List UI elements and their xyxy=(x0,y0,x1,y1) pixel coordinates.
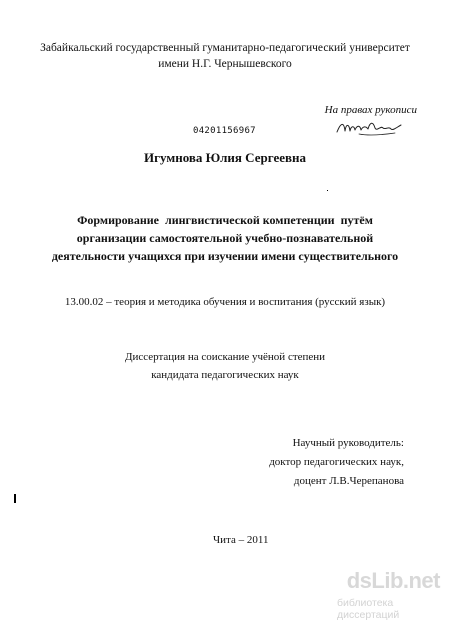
author-name: Игумнова Юлия Сергеевна xyxy=(144,150,306,165)
watermark-logo: dsLib.net xyxy=(346,568,440,593)
title-line-2: организации самостоятельной учебно-познавательной xyxy=(76,231,374,245)
supervisor-line-3: доцент Л.В.Черепанова xyxy=(293,475,404,487)
degree-statement xyxy=(0,348,450,384)
dissertation-title xyxy=(0,211,450,265)
specialty-code: 13.00.02 – теория и методика обучения и воспитания (русский язык) xyxy=(64,296,386,308)
supervisor-line-1: Научный руководитель: xyxy=(292,437,404,449)
watermark-subtitle: библиотека диссертаций xyxy=(337,597,400,621)
scan-speck xyxy=(14,494,16,503)
manuscript-rights-note: На правах рукописи xyxy=(324,104,417,116)
watermark xyxy=(337,566,450,621)
university-line-2: имени Н.Г. Чернышевского xyxy=(158,58,292,70)
university-name xyxy=(0,40,450,72)
handwritten-signature xyxy=(335,116,405,140)
supervisor-line-2: доктор педагогических наук, xyxy=(269,456,404,468)
city-year: Чита – 2011 xyxy=(213,534,269,546)
university-line-1: Забайкальский государственный гуманитарно-педагогический университет xyxy=(40,42,410,54)
degree-line-2: кандидата педагогических наук xyxy=(151,369,299,381)
scan-speck xyxy=(327,190,328,191)
document-number: 04201156967 xyxy=(193,126,256,136)
title-line-3: деятельности учащихся при изучении имени существительного xyxy=(51,249,399,263)
scientific-supervisor xyxy=(269,434,404,491)
title-line-1: Формирование лингвистической компетенции путём xyxy=(77,213,373,227)
degree-line-1: Диссертация на соискание учёной степени xyxy=(124,351,326,363)
